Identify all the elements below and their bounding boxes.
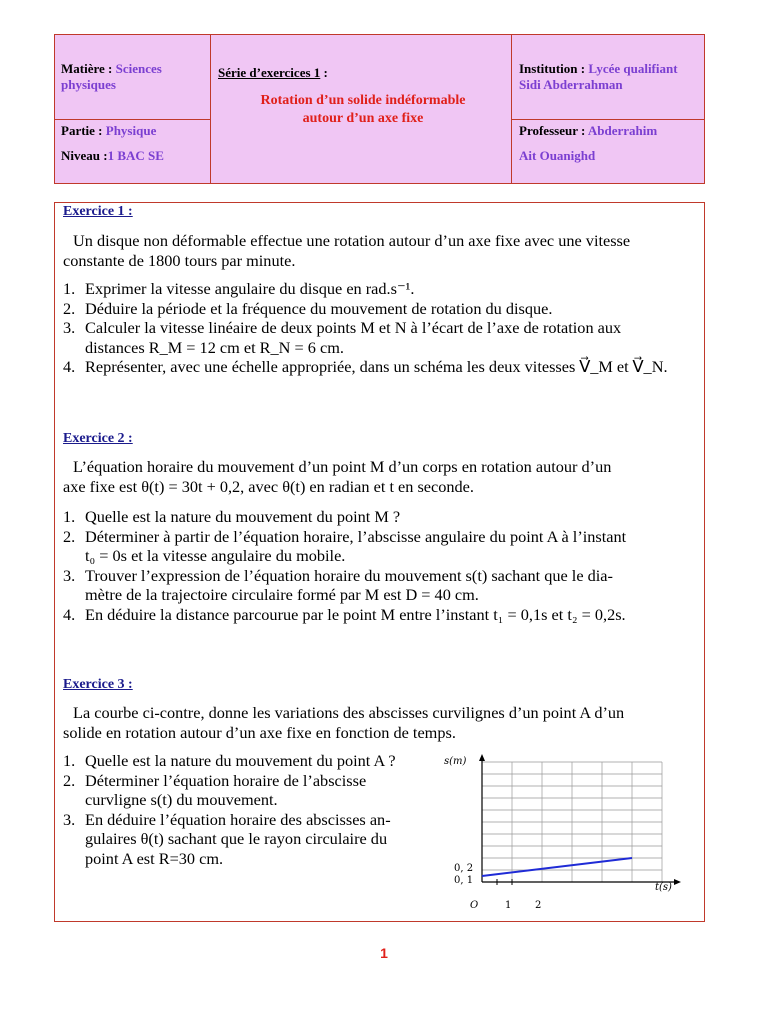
serie-colon: :	[320, 65, 328, 80]
ex1-q1: Exprimer la vitesse angulaire du disque en rad.s⁻¹.	[85, 279, 415, 298]
ex1-q3-line-1: Calculer la vitesse linéaire de deux points M et N à l’écart de l’axe de rotation aux	[85, 318, 622, 337]
ex2-intro-line-2: axe fixe est θ(t) = 30t + 0,2, avec θ(t) en radian et t en seconde.	[63, 476, 474, 496]
institution-cell	[519, 61, 699, 93]
professeur-value: Abderrahim	[587, 123, 658, 138]
list-item	[63, 279, 703, 299]
ex2-q3-line-1: Trouver l’expression de l’équation horaire du mouvement s(t) sachant que le dia-	[85, 565, 613, 585]
data-series-line	[482, 858, 632, 876]
ex1-q4: Représenter, avec une échelle appropriée, dans un schéma les deux vitesses V⃗_M et V⃗_N.	[85, 357, 668, 376]
title-line-1: Rotation d’un solide indéformable	[260, 93, 466, 108]
list-item	[63, 318, 703, 357]
item-number: 1.	[63, 279, 76, 298]
title-line-2: autour d’un axe fixe	[302, 111, 424, 126]
item-number: 4.	[63, 357, 76, 376]
item-number: 4.	[63, 604, 76, 624]
ex3-questions	[63, 751, 438, 868]
list-item	[63, 771, 438, 810]
item-number: 3.	[63, 318, 76, 337]
y-tick-label: 0, 1	[454, 875, 474, 886]
list-item	[63, 566, 703, 605]
ex3-intro-line-1: La courbe ci-contre, donne les variations des abscisses curvilignes d’un point A d’un	[73, 703, 625, 722]
institution-value-2: Sidi Abderrahman	[519, 77, 623, 92]
matiere-value: Sciences physiques	[61, 61, 162, 92]
item-number: 2.	[63, 770, 76, 790]
ex3-q2-line-1: Déterminer l’équation horaire de l’abscisse	[85, 770, 367, 790]
ex2-q2-line-2: t₀ = 0s et la vitesse angulaire du mobile.	[85, 546, 346, 565]
ex1-questions	[63, 279, 703, 377]
ex1-q2: Déduire la période et la fréquence du mouvement de rotation du disque.	[85, 298, 553, 318]
ex2-q3-line-2: mètre de la trajectoire circulaire formé par M est D = 40 cm.	[85, 585, 479, 604]
ex3-q2-line-2: curvligne s(t) du mouvement.	[85, 790, 278, 809]
item-number: 3.	[63, 565, 76, 585]
matiere-cell	[61, 61, 201, 93]
ex3-q3-line-1: En déduire l’équation horaire des abscisses an-	[85, 809, 391, 829]
y-axis-label: s(m)	[444, 756, 467, 767]
list-item	[63, 810, 438, 869]
list-item	[63, 299, 703, 319]
ex2-q2-line-1: Déterminer à partir de l’équation horaire, l’abscisse angulaire du point A à l’instant	[85, 526, 627, 546]
list-item	[63, 507, 703, 527]
ex2-intro-line-1: L’équation horaire du mouvement d’un point M d’un corps en rotation autour d’un	[73, 457, 612, 476]
ex3-q3-line-3: point A est R=30 cm.	[85, 848, 224, 868]
x-axis-arrow	[674, 879, 681, 885]
ex1-intro-line-2: constante de 1800 tours par minute.	[63, 250, 296, 270]
niveau-label: Niveau :	[61, 148, 108, 163]
list-item	[63, 605, 703, 625]
matiere-label: Matière :	[61, 61, 113, 76]
x-tick-label: 1	[505, 900, 512, 911]
institution-value: Lycée qualifiant	[588, 61, 678, 76]
ex2-q1: Quelle est la nature du mouvement du point M ?	[85, 507, 401, 526]
x-axis-label: t(s)	[655, 882, 672, 893]
header-divider	[210, 35, 211, 183]
ex3-intro	[63, 703, 693, 742]
item-number: 1.	[63, 507, 76, 526]
professeur-cell-2	[519, 148, 699, 164]
partie-label: Partie :	[61, 123, 103, 138]
partie-cell	[61, 123, 206, 139]
ex3-title: Exercice 3 :	[63, 677, 133, 692]
serie-cell	[218, 65, 503, 81]
page-number: 1	[380, 945, 388, 961]
ex3-q1: Quelle est la nature du mouvement du point A ?	[85, 751, 396, 770]
list-item	[63, 357, 703, 377]
list-item	[63, 751, 438, 771]
ex1-title: Exercice 1 :	[63, 204, 133, 219]
x-tick-label: 2	[535, 900, 542, 911]
ex1-intro	[63, 231, 693, 270]
header-divider	[55, 119, 210, 120]
y-axis-arrow	[479, 754, 485, 761]
institution-label: Institution :	[519, 61, 586, 76]
ex2-title: Exercice 2 :	[63, 431, 133, 446]
ex1-q3-line-2: distances R_M = 12 cm et R_N = 6 cm.	[85, 337, 344, 357]
professeur-label: Professeur :	[519, 123, 586, 138]
ex3-q3-line-2: gulaires θ(t) sachant que le rayon circulaire du	[85, 829, 388, 848]
item-number: 2.	[63, 298, 76, 318]
item-number: 2.	[63, 526, 76, 546]
ex2-q4: En déduire la distance parcourue par le point M entre l’instant t₁ = 0,1s et t₂ = 0,2s.	[85, 604, 626, 624]
serie-label: Série d’exercices 1	[218, 65, 321, 80]
professeur-cell	[519, 123, 699, 139]
s-t-graph	[430, 750, 692, 916]
ex3-intro-line-2: solide en rotation autour d’un axe fixe en fonction de temps.	[63, 722, 456, 742]
professeur-value-2: Ait Ouanighd	[519, 148, 596, 163]
item-number: 1.	[63, 751, 76, 770]
ex2-questions	[63, 507, 703, 624]
origin-label: O	[470, 900, 479, 911]
ex1-intro-line-1: Un disque non déformable effectue une rotation autour d’un axe fixe avec une vitesse	[73, 231, 631, 250]
ex2-intro	[63, 457, 693, 496]
niveau-value: 1 BAC SE	[107, 148, 164, 163]
header-table	[54, 34, 705, 184]
header-divider	[511, 119, 704, 120]
graph-grid	[482, 762, 662, 885]
niveau-cell	[61, 148, 206, 164]
chapter-title	[215, 92, 511, 128]
item-number: 3.	[63, 809, 76, 829]
list-item	[63, 527, 703, 566]
partie-value: Physique	[105, 123, 157, 138]
header-divider	[511, 35, 512, 183]
y-tick-label: 0, 2	[454, 863, 474, 874]
